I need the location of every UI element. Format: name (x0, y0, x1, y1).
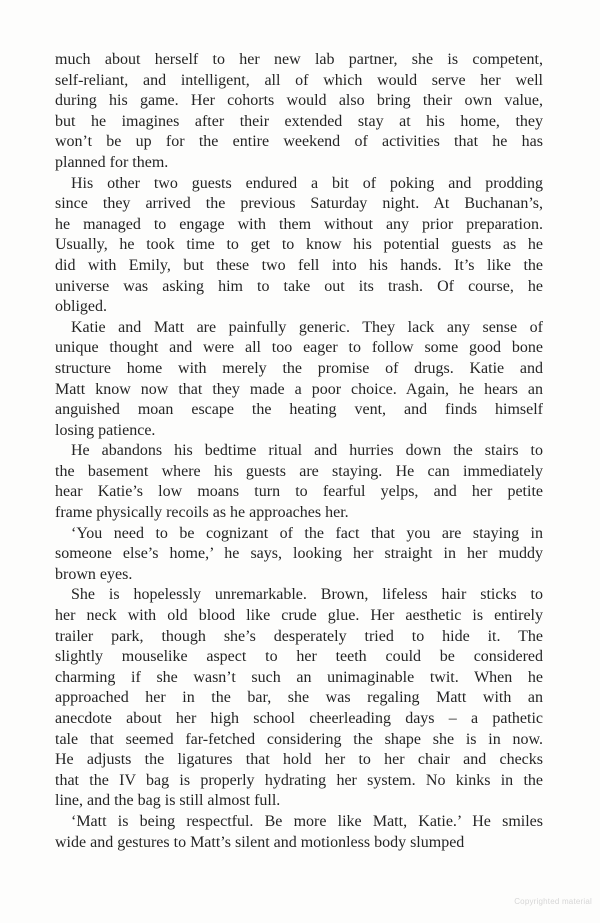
text-line: approached her in the bar, she was regaling Matt with an (55, 689, 543, 707)
text-line: slightly mouselike aspect to her teeth could be considered (55, 648, 543, 666)
text-line: ‘You need to be cognizant of the fact that you are staying in (71, 524, 543, 542)
text-line: much about herself to her new lab partner, she is competent, (55, 51, 543, 68)
text-line: during his game. Her cohorts would also bring their own value, (55, 92, 543, 110)
text-line: the basement where his guests are staying. He can immediately (55, 462, 543, 480)
page-text (55, 50, 543, 853)
text-line: frame physically recoils as he approaches her. (55, 504, 349, 522)
text-line: Katie and Matt are painfully generic. They lack any sense of (71, 318, 543, 336)
text-line: planned for them. (55, 153, 169, 171)
text-line: but he imagines after their extended stay at his home, they (55, 112, 543, 130)
paragraph (55, 318, 543, 442)
paragraph (55, 441, 543, 523)
text-line: He abandons his bedtime ritual and hurries down the stairs to (71, 442, 543, 460)
text-line: wide and gestures to Matt’s silent and motionless body slumped (55, 833, 465, 851)
text-line: since they arrived the previous Saturday night. At Buchanan’s, (55, 195, 543, 213)
copyright-notice: Copyrighted material (514, 897, 592, 906)
text-line: that the IV bag is properly hydrating her system. No kinks in the (55, 771, 543, 789)
text-line: Matt know now that they made a poor choice. Again, he hears an (55, 380, 543, 398)
text-line: won’t be up for the entire weekend of activities that he has (55, 133, 543, 151)
text-line: someone else’s home,’ he says, looking her straight in her muddy (55, 545, 543, 563)
text-line: ‘Matt is being respectful. Be more like Matt, Katie.’ He smiles (71, 812, 543, 830)
paragraph (55, 50, 543, 174)
text-line: hear Katie’s low moans turn to fearful yelps, and her petite (55, 483, 543, 501)
paragraph (55, 174, 543, 318)
text-line: self-reliant, and intelligent, all of which would serve her well (55, 71, 543, 89)
text-line: losing patience. (55, 421, 156, 439)
paragraph (55, 524, 543, 586)
text-line: brown eyes. (55, 565, 133, 583)
text-line: unique thought and were all too eager to follow some good bone (55, 339, 543, 357)
text-line: He adjusts the ligatures that hold her to her chair and checks (55, 751, 543, 769)
text-line: line, and the bag is still almost full. (55, 792, 281, 810)
text-line: he managed to engage with them without any prior preparation. (55, 215, 543, 233)
text-line: her neck with old blood like crude glue. Her aesthetic is entirely (55, 607, 543, 625)
text-line: Usually, he took time to get to know his potential guests as he (55, 236, 543, 254)
text-line: charming if she wasn’t such an unimaginable twit. When he (55, 668, 543, 686)
paragraph (55, 812, 543, 853)
text-line: anecdote about her high school cheerleading days – a pathetic (55, 710, 543, 727)
text-line: structure home with merely the promise of drugs. Katie and (55, 359, 543, 377)
text-line: trailer park, though she’s desperately tried to hide it. The (55, 627, 543, 645)
text-line: did with Emily, but these two fell into his hands. It’s like the (55, 256, 543, 274)
text-line: anguished moan escape the heating vent, and finds himself (55, 401, 543, 419)
text-line: obliged. (55, 298, 107, 316)
text-line: His other two guests endured a bit of poking and prodding (71, 174, 543, 192)
text-line: universe was asking him to take out its trash. Of course, he (55, 277, 543, 295)
paragraph (55, 585, 543, 812)
text-line: She is hopelessly unremarkable. Brown, lifeless hair sticks to (71, 586, 543, 604)
text-line: tale that seemed far-fetched considering the shape she is in now. (55, 730, 543, 748)
